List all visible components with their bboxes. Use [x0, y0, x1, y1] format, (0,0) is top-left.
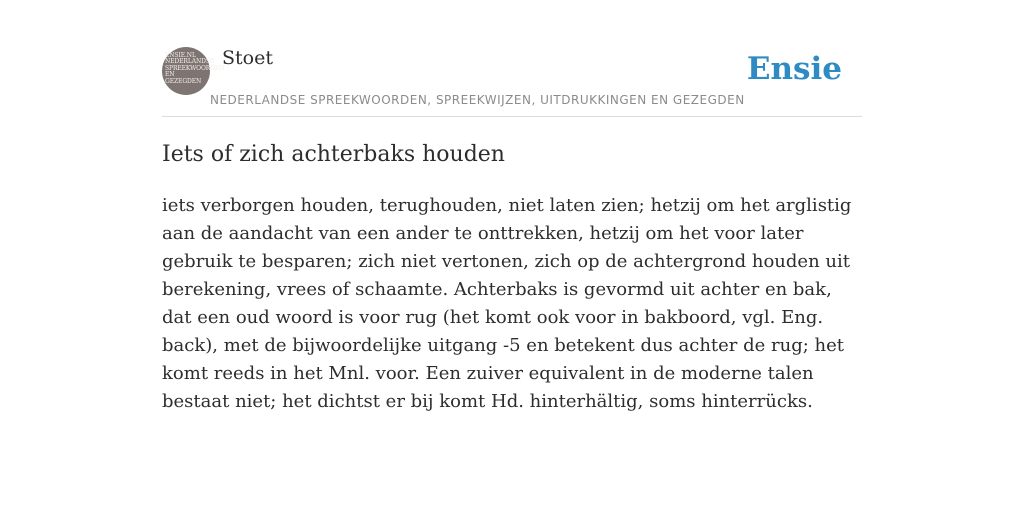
definition-text: iets verborgen houden, terughouden, niet laten zien; hetzij om het arglistig aan de aandacht van een ander te onttrekken, hetzij om het voor later gebruik te besparen; zich niet vertonen, zich op de achtergrond houden uit berekening, vrees of schaamte. Achterbaks is gevormd uit achter en bak, dat een oud woord is voor rug (het komt ook voor in bakboord, vgl. Eng. back), met de bijwoordelijke uitgang -5 en betekent dus achter de rug; het komt reeds in het Mnl. voor. Een zuiver equivalent in de moderne talen bestaat niet; het dichtst er bij komt Hd. hinterhältig, soms hinterrücks.: [162, 195, 852, 412]
avatar-text: ENSIE.NL NEDERLANDSE SPREEKWOORDEN EN GEZEGDEN: [165, 52, 225, 85]
brand-logo[interactable]: Ensie: [746, 51, 842, 87]
page-title: Iets of zich achterbaks houden: [162, 142, 505, 167]
avatar[interactable]: [162, 47, 225, 95]
header: [162, 46, 862, 117]
author-name[interactable]: Stoet: [222, 47, 273, 69]
source-subtitle[interactable]: NEDERLANDSE SPREEKWOORDEN, SPREEKWIJZEN, UITDRUKKINGEN EN GEZEGDEN: [210, 93, 745, 107]
